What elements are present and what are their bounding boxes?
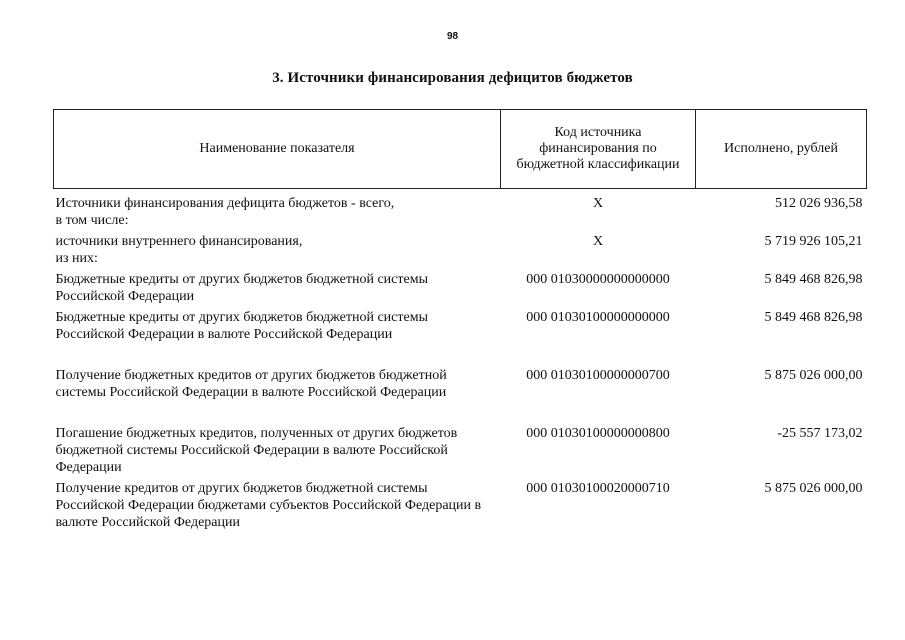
row-code: X [592, 234, 604, 249]
row-amount: 5 849 468 826,98 [764, 272, 863, 287]
page-number: 98 [446, 31, 459, 42]
row-code: X [592, 196, 604, 211]
row-code [501, 250, 696, 267]
row-name: источники внутреннего финансирования, [55, 234, 303, 249]
row-name: Источники финансирования дефицита бюджетов - всего, [55, 196, 395, 211]
table-header-row [54, 110, 867, 189]
row-name: Получение бюджетных кредитов от других бюджетов бюджетной системы Российской Федерации в валюте Российской Федерации [55, 368, 447, 400]
row-amount: 512 026 936,58 [775, 196, 863, 211]
row-name: в том числе: [55, 213, 129, 228]
row-name: Получение кредитов от других бюджетов бюджетной системы Российской Федерации бюджетами субъектов Российской Федерации в валюте Российской Федерации [55, 481, 482, 530]
row-amount [696, 212, 867, 229]
row-code: 000 01030100000000800 [526, 426, 670, 441]
table-row [54, 343, 867, 401]
table-row [54, 305, 867, 343]
header-executed-amount: Исполнено, рублей [696, 110, 867, 189]
table-row [54, 212, 867, 229]
row-name: Бюджетные кредиты от других бюджетов бюджетной системы Российской Федерации в валюте Российской Федерации [55, 310, 428, 342]
row-amount: 5 719 926 105,21 [764, 234, 863, 249]
row-amount: 5 875 026 000,00 [764, 368, 863, 383]
section-title: 3. Источники финансирования дефицитов бюджетов [272, 70, 633, 86]
row-code: 000 01030100000000700 [526, 368, 670, 383]
table-row [54, 401, 867, 476]
row-name: из них: [55, 251, 98, 266]
row-name: Бюджетные кредиты от других бюджетов бюджетной системы Российской Федерации [55, 272, 428, 304]
table-row [54, 250, 867, 267]
row-code: 000 01030000000000000 [526, 272, 670, 287]
table-row [54, 476, 867, 531]
table-row [54, 267, 867, 305]
row-amount [696, 250, 867, 267]
row-amount: 5 875 026 000,00 [764, 481, 863, 496]
row-code: 000 01030100020000710 [526, 481, 670, 496]
row-amount: -25 557 173,02 [777, 426, 863, 441]
table-row [54, 229, 867, 250]
row-name: Погашение бюджетных кредитов, полученных от других бюджетов бюджетной системы Российской Федерации в валюте Российской Федерации [55, 426, 458, 475]
header-indicator-name: Наименование показателя [54, 110, 501, 189]
row-amount: 5 849 468 826,98 [764, 310, 863, 325]
header-source-code: Код источника финансирования по бюджетной классификации [501, 110, 696, 189]
table-row [54, 189, 867, 213]
financing-sources-table [53, 109, 867, 531]
row-code [501, 212, 696, 229]
row-code: 000 01030100000000000 [526, 310, 670, 325]
